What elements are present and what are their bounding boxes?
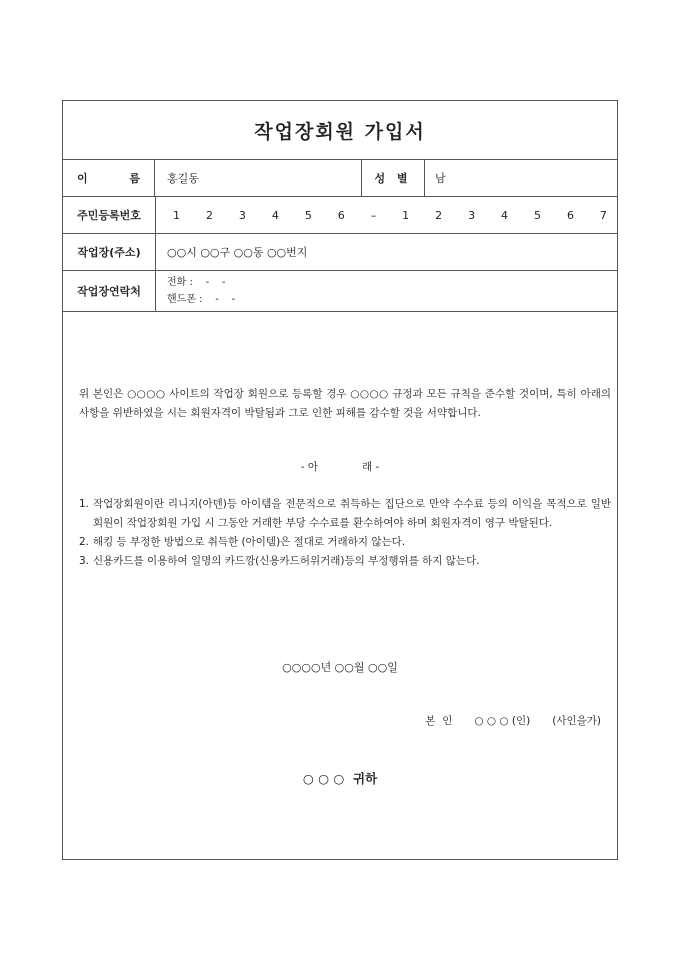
rrn-separator: – xyxy=(370,208,377,222)
rrn-digit: 3 xyxy=(238,208,246,222)
contact-label: 작업장연락처 xyxy=(63,271,156,311)
rules-list xyxy=(79,495,611,571)
rule-text: 작업장회원이란 리니지(아덴)등 아이템을 전문적으로 취득하는 집단으로 만약 수수료 등의 이익을 목적으로 일반회원이 작업장회원 가입 시 그동안 거래한 부당 수수료를 환수하여야 하며 회원자격이 영구 박탈된다. xyxy=(93,498,611,529)
membership-form xyxy=(62,100,618,860)
heading-left: - 아 xyxy=(300,461,318,473)
recipient: ○ ○ ○ 귀하 xyxy=(302,771,378,786)
rrn-digit: 6 xyxy=(337,208,345,222)
rrn-digit: 3 xyxy=(468,208,476,222)
section-heading xyxy=(63,459,617,474)
signature-note: (사인을가) xyxy=(552,715,601,727)
mobile-line: 핸드폰 : - - xyxy=(167,294,236,305)
rule-number: 3. xyxy=(79,555,90,567)
name-label-part-2: 름 xyxy=(129,171,140,185)
rule-number: 1. xyxy=(79,498,90,510)
rule-text: 신용카드를 이용하여 일명의 카드깡(신용카드허위거래)등의 부정행위를 하지 않는다. xyxy=(93,555,480,567)
name-label xyxy=(63,159,155,196)
name-label-part-1: 이 xyxy=(77,171,88,185)
rrn-digit: 4 xyxy=(271,208,279,222)
address-label: 작업장(주소) xyxy=(63,234,156,270)
signer-label: 본 인 xyxy=(425,715,453,727)
rule-text: 해킹 등 부정한 방법으로 취득한 (아이템)은 절대로 거래하지 않는다. xyxy=(93,536,406,548)
rrn-digit: 5 xyxy=(304,208,312,222)
rrn-digit: 7 xyxy=(599,208,607,222)
rrn-digit: 1 xyxy=(173,208,180,222)
rule-item xyxy=(79,533,611,552)
gender-label: 성 별 xyxy=(361,159,425,196)
rrn-row xyxy=(63,197,617,234)
rule-number: 2. xyxy=(79,536,90,548)
rrn-label: 주민등록번호 xyxy=(63,197,156,233)
address-value: ○○시 ○○구 ○○동 ○○번지 xyxy=(167,246,308,259)
rule-item xyxy=(79,552,611,571)
rrn-digit: 1 xyxy=(402,208,410,222)
rule-item xyxy=(79,495,611,533)
document-title: 작업장회원 가입서 xyxy=(254,120,426,143)
gender-value: 남 xyxy=(435,171,446,185)
rrn-digit: 4 xyxy=(501,208,509,222)
pledge-text: 위 본인은 ○○○○ 사이트의 작업장 회원으로 등록할 경우 ○○○○ 규정과 모든 규칙을 준수할 것이며, 특히 아래의 사항을 위반하였을 시는 회원자격이 박탈됨과 그로 인한 피해를 감수할 것을 서약합니다. xyxy=(79,388,611,419)
address-row xyxy=(63,234,617,271)
name-value: 홍길동 xyxy=(167,171,199,185)
heading-right: 래 - xyxy=(362,461,380,473)
rrn-digit: 5 xyxy=(533,208,541,222)
rrn-digit: 2 xyxy=(435,208,443,222)
title-row xyxy=(63,101,617,160)
contact-lines xyxy=(167,274,235,308)
signer-name: ○ ○ ○ (인) xyxy=(474,715,531,727)
signature-line xyxy=(425,713,601,728)
contact-row xyxy=(63,271,617,312)
phone-line: 전화 : - - xyxy=(167,277,226,288)
rrn-digits xyxy=(155,197,617,233)
name-row xyxy=(63,159,617,197)
signing-date: ○○○○년 ○○월 ○○일 xyxy=(282,661,398,674)
rrn-digit: 2 xyxy=(205,208,213,222)
rrn-digit: 6 xyxy=(566,208,574,222)
